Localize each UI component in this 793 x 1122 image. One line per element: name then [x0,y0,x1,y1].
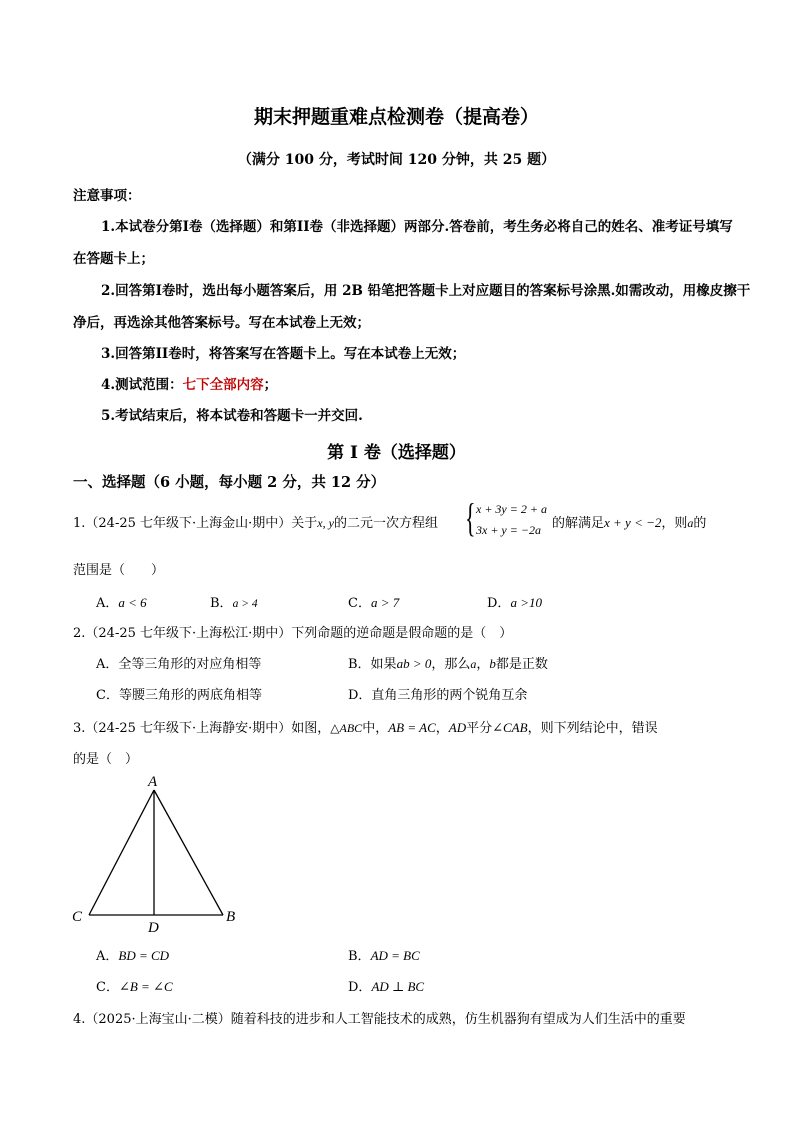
q1-option-d-letter: D． [487,596,511,611]
note-4 [101,373,277,393]
q1-option-c[interactable] [348,592,399,611]
side-ab [154,790,223,915]
q1-var-a: a [687,516,694,530]
q3-angle: ∠CAB [492,720,528,735]
question-1-condition [552,512,706,531]
q3-option-d-letter: D． [348,980,372,995]
q3-option-a-text: BD = CD [118,948,170,963]
label-c: C [72,909,83,925]
q3-option-d-text: AD ⊥ BC [371,979,425,994]
part-heading: 一、选择题（6 小题，每小题 2 分，共 12 分） [73,474,386,491]
equation-system-brace: { [465,495,476,540]
q2-option-b-b: b [489,656,496,671]
q3-t4: ，则下列结论中，错误 [527,721,658,736]
q2-option-b-suffix: 都是正数 [495,657,548,672]
note-2-line-1: 2.回答第I卷时，选出每小题答案后，用 2B 铅笔把答题卡上对应题目的答案标号涂黑.如需改动，用橡皮擦干 [101,283,751,299]
q1-cond: x + y < −2 [604,515,662,530]
question-4-stem: 4.（2025·上海宝山·二模）随着科技的进步和人工智能技术的成熟，仿生机器狗有望成为人们生活中的重要 [73,1012,686,1027]
label-b: B [226,909,236,925]
note-4-prefix: 4.测试范围： [101,377,183,393]
notes-heading: 注意事项： [73,188,141,204]
page-title: 期末押题重难点检测卷（提高卷） [253,106,539,128]
note-4-scope: 七下全部内容 [182,377,264,393]
q2-option-b[interactable] [348,653,548,672]
q1-prefix: 1.（24-25 七年级下·上海金山·期中）关于 [73,516,318,531]
q3-option-b-text: AD = BC [370,948,420,963]
question-3-line-2: 的是（ ） [73,752,139,767]
note-1-line-1: 1.本试卷分第I卷（选择题）和第II卷（非选择题）两部分.答卷前，考生务必将自己的姓名、准考证号填写 [101,219,733,235]
q1-option-a-letter: A． [96,596,119,611]
equation-2: 3x + y = −2a [476,523,541,537]
q3-option-d[interactable] [348,976,424,995]
q3-triangle: △ABC [330,721,363,735]
q1-option-c-letter: C． [348,596,371,611]
q1-option-a[interactable] [96,592,147,611]
q3-t3: 平分 [466,721,493,736]
note-4-suffix: ； [263,377,278,393]
note-2-line-2: 净后，再选涂其他答案标号。写在本试卷上无效； [73,315,370,331]
q1-end: 的 [693,516,707,531]
q1-option-b-letter: B． [210,596,233,611]
q3-prefix: 3.（24-25 七年级下·上海静安·期中）如图， [73,721,331,736]
question-3-stem [73,717,658,736]
q2-option-d[interactable]: D．直角三角形的两个锐角互余 [348,688,528,703]
q3-t1: 中， [362,721,389,736]
q2-option-b-comma: ， [476,657,490,672]
q1-option-b[interactable] [210,592,258,611]
q3-option-a[interactable] [96,945,169,964]
q3-eq: AB = AC [388,720,436,735]
question-2-stem: 2.（24-25 七年级下·上海松江·期中）下列命题的逆命题是假命题的是（ ） [73,626,513,641]
q3-option-c[interactable] [96,976,173,995]
q3-t2: ， [435,721,449,736]
q1-mid: 的二元一次方程组 [333,516,438,531]
q3-option-b-letter: B． [348,949,371,964]
q3-option-c-text: ∠B = ∠C [118,979,173,994]
q1-cond-suffix: ，则 [661,516,688,531]
label-a: A [148,774,158,790]
q2-option-c[interactable]: C．等腰三角形的两底角相等 [96,688,262,703]
q1-option-d[interactable] [487,592,542,611]
q1-option-c-text: a > 7 [370,595,400,610]
q1-option-d-text: a >10 [510,595,542,610]
label-d: D [148,920,159,935]
note-5: 5.考试结束后，将本试卷和答题卡一并交回. [101,408,363,424]
section-title: 第 I 卷（选择题） [327,443,466,463]
q3-option-a-letter: A． [96,949,119,964]
page-subtitle: （满分 100 分，考试时间 120 分钟，共 25 题） [237,152,556,168]
q1-option-a-text: a < 6 [118,595,147,610]
equation-1: x + 3y = 2 + a [476,502,547,516]
q3-ad: AD [448,720,467,735]
q2-option-b-math: ab > 0 [396,656,432,671]
note-1-line-2: 在答题卡上； [73,251,154,267]
q1-cond-prefix: 的解满足 [552,516,605,531]
question-1-stem [73,512,438,531]
q2-option-b-a: a [470,657,477,671]
q2-option-a[interactable]: A．全等三角形的对应角相等 [96,657,262,672]
triangle-figure [66,770,246,935]
q3-option-c-letter: C． [96,980,119,995]
q3-option-b[interactable] [348,945,420,964]
q1-vars: x, y [317,516,334,530]
q2-option-b-prefix: B．如果 [348,657,397,672]
question-1-line-2: 范围是（ ） [73,563,165,578]
note-3: 3.回答第II卷时，将答案写在答题卡上。写在本试卷上无效； [101,346,466,362]
q2-option-b-mid: ，那么 [431,657,471,672]
side-ac [89,790,154,915]
q1-option-b-text: a > 4 [232,598,258,610]
